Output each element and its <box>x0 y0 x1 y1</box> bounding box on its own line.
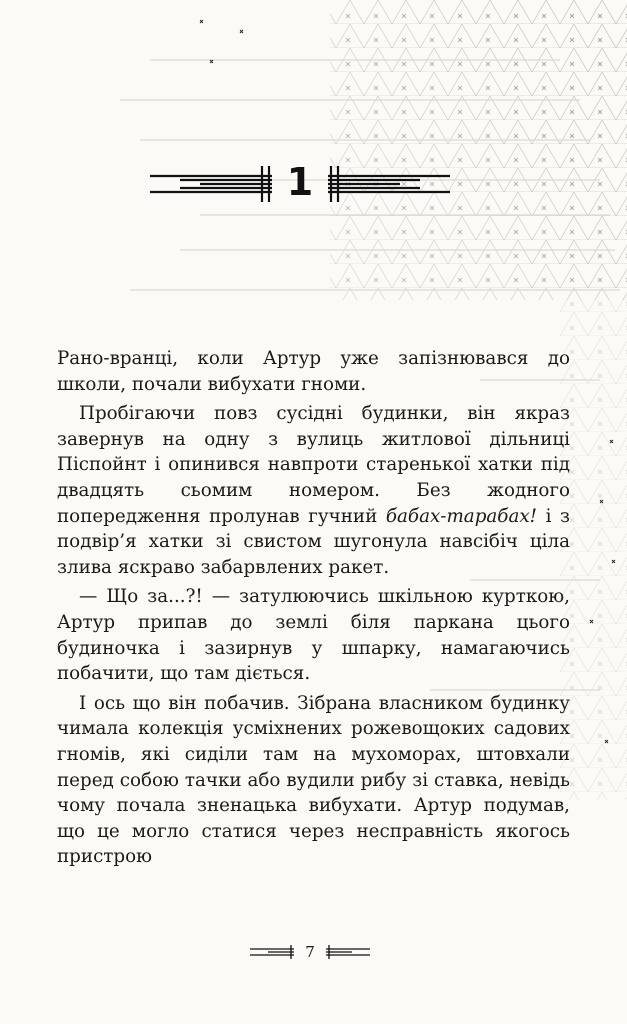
body-text <box>57 346 570 874</box>
paragraph-1-text: Рано-вранці, коли Артур уже запізнювався до школи, почали вибухати гноми. <box>57 348 570 395</box>
page-footer <box>250 942 370 962</box>
page-number: 7 <box>305 943 315 961</box>
paragraph-3-text: — Що за...?! — затулюючись шкільною курткою, Артур припав до землі біля паркана цього будиночка і зазирнув у шпарку, намагаючись побачити, що там діється. <box>57 586 570 685</box>
paragraph-3 <box>57 584 570 686</box>
paragraph-2-italic: бабах-тарабах! <box>385 505 538 527</box>
paragraph-1 <box>57 346 570 397</box>
chapter-heading <box>150 152 450 212</box>
chapter-number: 1 <box>286 160 314 204</box>
paragraph-2 <box>57 401 570 580</box>
paragraph-2-text: Пробігаючи повз сусідні будинки, він якраз завернув на одну з вулиць житлової дільниці Піспойнт і опинився навпроти старенької хатки під двадцять сьомим номером. Без жодного попередження пролунав гучний <box>57 403 570 527</box>
paragraph-4 <box>57 691 570 870</box>
paragraph-2-end: і з подвір’я хатки зі свистом шугонула навсібіч ціла злива яскраво забарвлених ракет. <box>57 505 570 578</box>
paragraph-4-text: І ось що він побачив. Зібрана власником будинку чимала колекція усміхнених рожевощоких садових гномів, які сиділи там на мухоморах, штовхали перед собою тачки або вудили рибу зі ставка, невідь чому почала зненацька вибухати. Артур подумав, що це могло статися через несправність якогось пристрою <box>57 692 570 868</box>
